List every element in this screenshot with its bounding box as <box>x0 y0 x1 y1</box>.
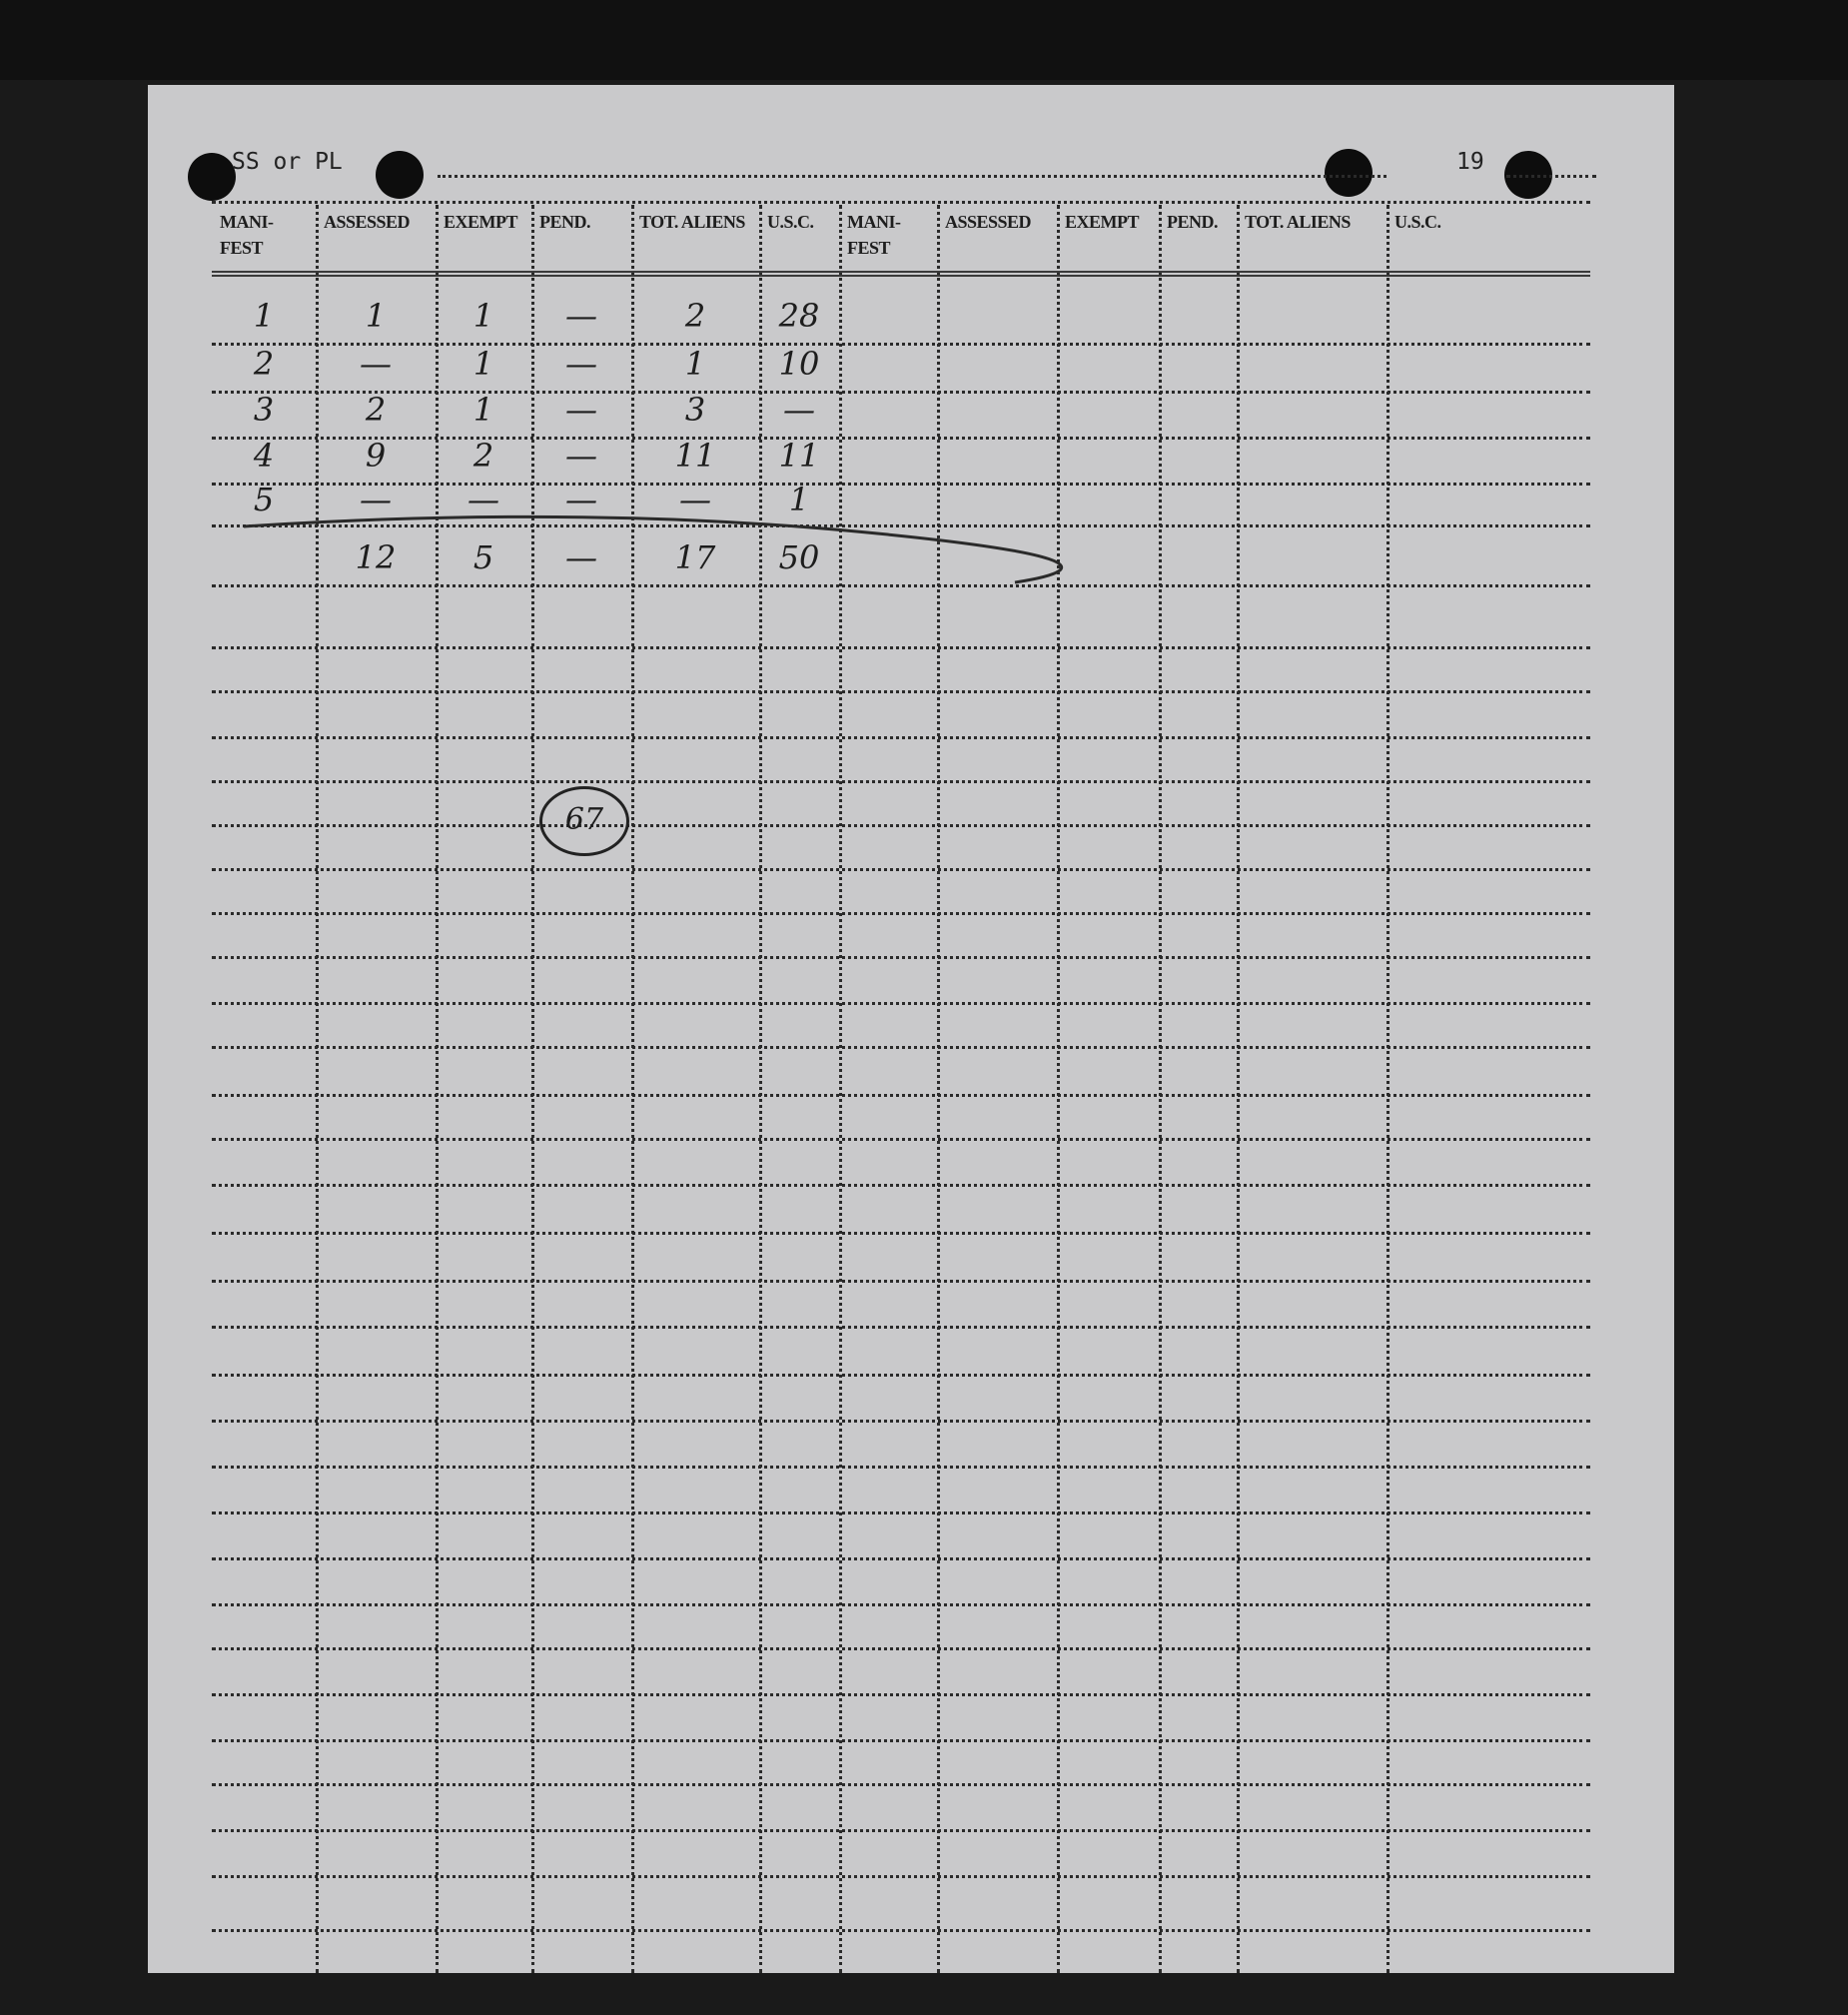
table-cell: 11 <box>674 437 716 475</box>
year-label: 19 <box>1456 149 1484 175</box>
table-cell: 2 <box>472 437 494 475</box>
column-header-left: EXEMPT <box>444 212 518 232</box>
column-header-left: ASSESSED <box>324 212 411 232</box>
table-cell: 1 <box>788 481 810 518</box>
column-header-right: U.S.C. <box>1394 212 1441 232</box>
table-cell: — <box>360 345 392 383</box>
table-cell: 1 <box>253 297 275 335</box>
table-cell: 1 <box>472 391 494 429</box>
table-cell: 1 <box>472 345 494 383</box>
column-header-left: U.S.C. <box>767 212 814 232</box>
column-header-left: TOT. ALIENS <box>639 212 745 232</box>
form-sheet <box>148 85 1674 1973</box>
table-cell: — <box>360 481 392 518</box>
table-cell: — <box>565 345 597 383</box>
column-header-right: TOT. ALIENS <box>1245 212 1351 232</box>
table-cell: 9 <box>365 437 387 475</box>
table-cell: — <box>467 481 499 518</box>
table-cell: 11 <box>778 437 820 475</box>
table-cell: 10 <box>778 345 820 383</box>
total-cell: 17 <box>674 538 716 576</box>
table-cell: 2 <box>365 391 387 429</box>
table-cell: — <box>783 391 815 429</box>
table-cell: — <box>565 437 597 475</box>
table-cell: — <box>565 481 597 518</box>
table-cell: 3 <box>253 391 275 429</box>
column-header-right: ASSESSED <box>945 212 1032 232</box>
table-cell: 1 <box>365 297 387 335</box>
total-cell: 5 <box>472 538 494 576</box>
table-cell: 4 <box>253 437 275 475</box>
scan-border <box>0 0 1848 80</box>
table-cell: 28 <box>778 297 820 335</box>
table-cell: 2 <box>684 297 706 335</box>
table-cell: 3 <box>684 391 706 429</box>
circled-total: 67 <box>539 786 629 856</box>
table-cell: 1 <box>472 297 494 335</box>
table-cell: 5 <box>253 481 275 518</box>
total-cell: 50 <box>778 538 820 576</box>
vessel-label: SS or PL <box>232 149 343 175</box>
table-cell: 2 <box>253 345 275 383</box>
total-cell: — <box>565 538 597 576</box>
table-cell: — <box>565 391 597 429</box>
column-header-right: PEND. <box>1167 212 1218 232</box>
column-header-right: EXEMPT <box>1065 212 1140 232</box>
table-cell: — <box>565 297 597 335</box>
column-header-left: PEND. <box>539 212 590 232</box>
total-cell: 12 <box>355 538 397 576</box>
column-header-right: MANI- FEST <box>847 212 901 258</box>
table-cell: 1 <box>684 345 706 383</box>
table-cell: — <box>679 481 711 518</box>
column-header-left: MANI- FEST <box>220 212 274 258</box>
